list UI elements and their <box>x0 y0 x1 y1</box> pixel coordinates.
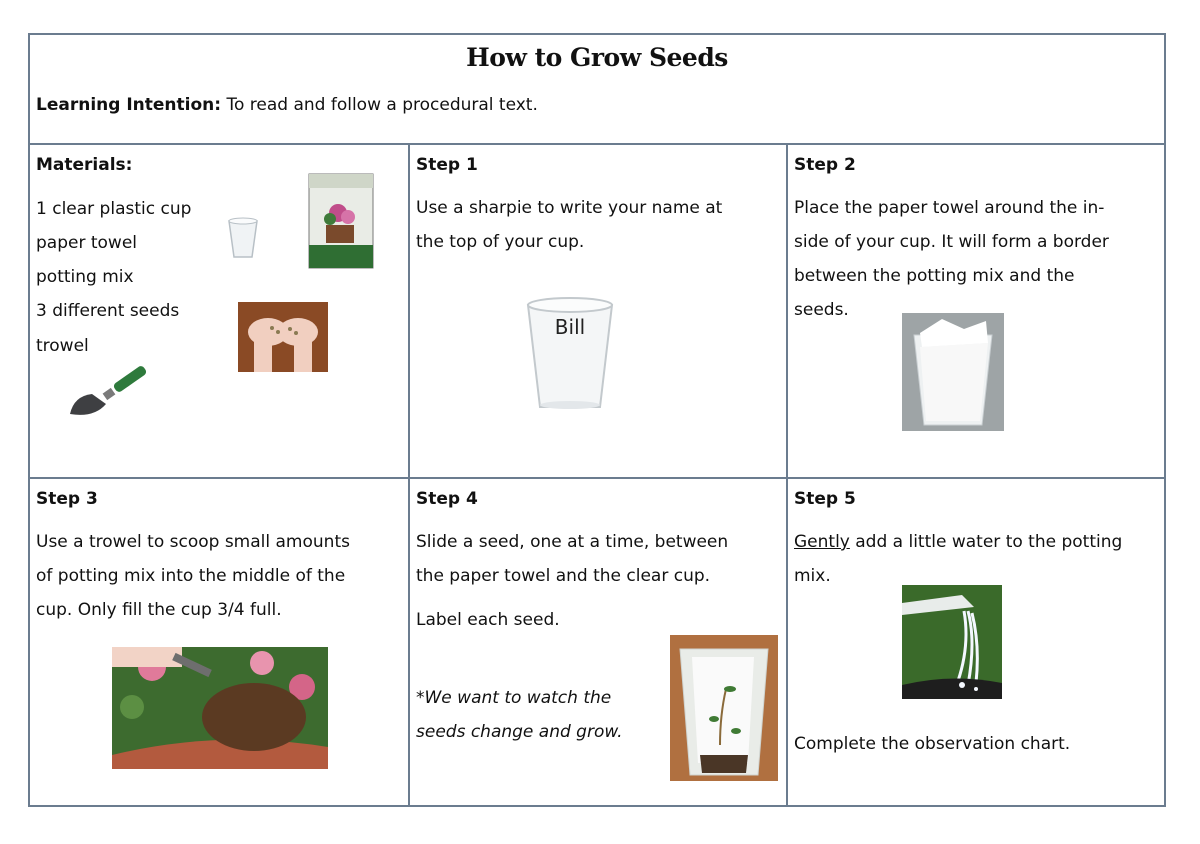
step-5-heading: Step 5 <box>794 489 856 509</box>
step-2-heading: Step 2 <box>794 155 856 175</box>
step-5-emphasis: Gently <box>794 532 850 552</box>
materials-heading: Materials: <box>36 155 133 175</box>
trowel-image <box>66 360 152 420</box>
plastic-cup-image <box>226 217 260 261</box>
step-text-line: Slide a seed, one at a time, between <box>416 532 729 552</box>
step-4-text <box>416 525 728 593</box>
step-text-line: Use a sharpie to write your name at <box>416 198 723 218</box>
note-line: *We want to watch the <box>416 688 612 708</box>
step-2-text <box>794 191 1109 327</box>
step-text-line: mix. <box>794 566 831 586</box>
step-3-heading: Step 3 <box>36 489 98 509</box>
potting-mix-bag-image <box>308 173 374 269</box>
step-1-heading: Step 1 <box>416 155 478 175</box>
step-5-final-instruction: Complete the observation chart. <box>794 734 1071 754</box>
step-4-cell <box>408 477 786 807</box>
step-1-cell <box>408 145 786 477</box>
named-cup-image <box>522 295 618 413</box>
step-1-text <box>416 191 722 259</box>
step-3-cell <box>30 477 408 807</box>
header <box>30 35 1164 145</box>
step-4-note <box>416 681 623 749</box>
seeds-in-cup-image <box>670 635 778 781</box>
cup-with-paper-towel-image <box>902 313 1004 431</box>
learning-intention-label: Learning Intention: <box>36 95 222 115</box>
learning-intention <box>36 95 538 115</box>
step-text-line: the top of your cup. <box>416 232 585 252</box>
material-item: 3 different seeds <box>36 301 180 321</box>
step-text-line: add a little water to the potting <box>849 532 1123 552</box>
page-title: How to Grow Seeds <box>466 43 728 72</box>
materials-cell <box>30 145 408 477</box>
step-text-line: the paper towel and the clear cup. <box>416 566 711 586</box>
step-text-line: seeds. <box>794 300 849 320</box>
step-3-text <box>36 525 350 627</box>
note-line: seeds change and grow. <box>416 722 623 742</box>
cup-name-label: Bill <box>554 315 586 339</box>
procedure-sheet <box>28 33 1166 807</box>
scooping-soil-image <box>112 647 328 769</box>
step-5-text <box>794 525 1122 593</box>
step-2-cell <box>786 145 1164 477</box>
step-text-line: between the potting mix and the <box>794 266 1075 286</box>
step-text-line: side of your cup. It will form a border <box>794 232 1109 252</box>
step-4-heading: Step 4 <box>416 489 478 509</box>
step-text-line: Place the paper towel around the in- <box>794 198 1105 218</box>
learning-intention-text: To read and follow a procedural text. <box>221 95 538 115</box>
step-4-label-instruction: Label each seed. <box>416 610 560 630</box>
material-item: potting mix <box>36 267 134 287</box>
step-5-cell <box>786 477 1164 807</box>
step-text-line: of potting mix into the middle of the <box>36 566 346 586</box>
material-item: 1 clear plastic cup <box>36 199 192 219</box>
material-item: paper towel <box>36 233 138 253</box>
seeds-in-hands-image <box>238 302 328 372</box>
watering-image <box>902 585 1002 699</box>
step-text-line: Use a trowel to scoop small amounts <box>36 532 350 552</box>
step-text-line: cup. Only fill the cup 3/4 full. <box>36 600 282 620</box>
material-item: trowel <box>36 336 89 356</box>
